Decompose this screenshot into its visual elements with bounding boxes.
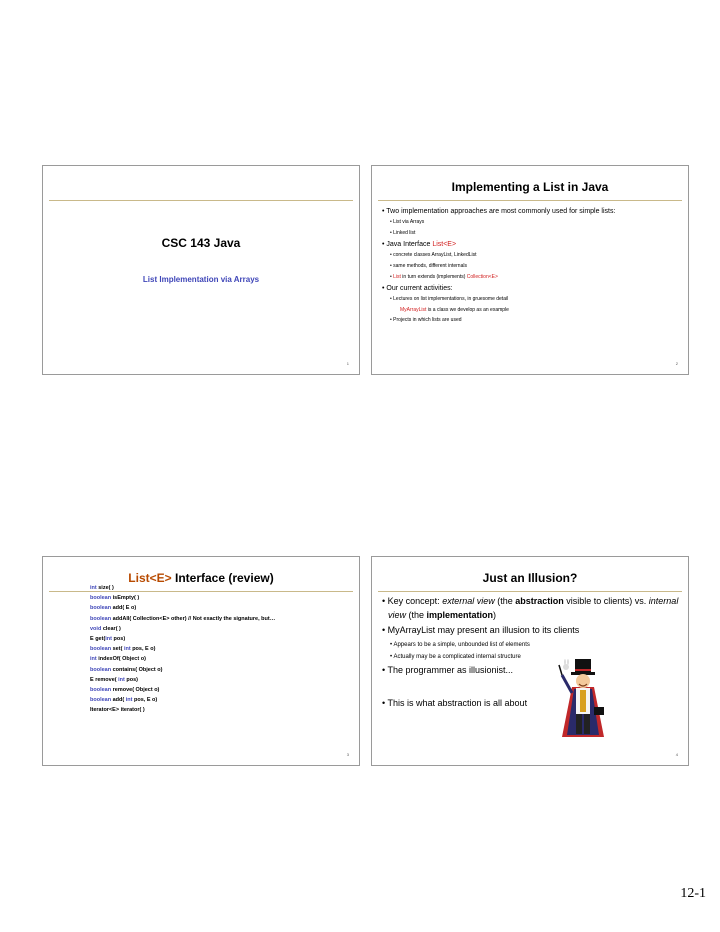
method-line: boolean add( E o) bbox=[90, 605, 137, 612]
method-line: boolean remove( Object o) bbox=[90, 687, 160, 694]
bullet: • Key concept: external view (the abstraction visible to clients) vs. internal view (the implementation) bbox=[382, 596, 679, 620]
method-line: boolean set( int pos, E o) bbox=[90, 646, 156, 653]
slide-1-page-number: 1 bbox=[346, 361, 349, 366]
method-line: boolean isEmpty( ) bbox=[90, 595, 140, 602]
sub-bullet: • Actually may be a complicated internal structure bbox=[390, 653, 521, 660]
slide-2-page-number: 2 bbox=[675, 361, 678, 366]
slide-2-title: Implementing a List in Java bbox=[451, 180, 609, 194]
bullet: • Java Interface List<E> bbox=[382, 241, 457, 248]
slide-2 bbox=[371, 165, 689, 375]
interface-method-list bbox=[90, 583, 360, 716]
magician-illustration bbox=[558, 657, 608, 741]
method-line: void clear( ) bbox=[90, 625, 121, 632]
bullet: • The programmer as illusionist... bbox=[382, 664, 514, 675]
slide-4-title-rule bbox=[378, 591, 682, 592]
sub-bullet: • Lectures on list implementations, in gruesome detail bbox=[390, 296, 509, 302]
bullet: • MyArrayList may present an illusion to its clients bbox=[382, 625, 580, 635]
bullet: • This is what abstraction is all about bbox=[382, 698, 528, 708]
sub-sub-item: MyArrayList is a class we develop as an example bbox=[400, 307, 509, 313]
sub-bullet: • same methods, different internals bbox=[390, 263, 467, 269]
sub-bullet: • List in turn extends (implements) Collection<E> bbox=[390, 274, 498, 280]
slide-3 bbox=[42, 556, 360, 766]
sub-bullet: • List via Arrays bbox=[390, 219, 425, 225]
slide-4 bbox=[371, 556, 689, 766]
sub-bullet: • Appears to be a simple, unbounded list of elements bbox=[390, 641, 530, 648]
slide-1-course-title: CSC 143 Java bbox=[161, 236, 241, 250]
method-line: E get(int pos) bbox=[90, 636, 126, 643]
page-footer-number: 12-1 bbox=[680, 886, 706, 901]
bullet: • Two implementation approaches are most commonly used for simple lists: bbox=[382, 208, 616, 215]
sub-bullet: • Projects in which lists are used bbox=[390, 317, 462, 323]
method-line: boolean add( int pos, E o) bbox=[90, 697, 158, 704]
slide-1 bbox=[42, 165, 360, 375]
slide-1-title-rule bbox=[49, 200, 353, 201]
slide-4-body bbox=[380, 595, 680, 713]
method-line: boolean contains( Object o) bbox=[90, 666, 163, 673]
slide-2-title-rule bbox=[378, 200, 682, 201]
slide-4-page-number: 4 bbox=[675, 752, 678, 757]
slide-1-subtitle: List Implementation via Arrays bbox=[142, 275, 260, 284]
method-line: Iterator<E> iterator( ) bbox=[90, 707, 145, 714]
sub-bullet: • Linked list bbox=[390, 230, 416, 236]
method-line: boolean addAll( Collection<E> other) // Not exactly the signature, but… bbox=[90, 615, 276, 622]
method-line: int size( ) bbox=[90, 585, 114, 591]
bullet: • Our current activities: bbox=[382, 285, 453, 292]
method-line: int indexOf( Object o) bbox=[90, 656, 146, 663]
method-line: E remove( int pos) bbox=[90, 676, 138, 683]
slide-3-page-number: 3 bbox=[346, 752, 349, 757]
slide-3-title: List<E> Interface (review) bbox=[128, 571, 274, 585]
slide-2-body bbox=[380, 207, 680, 327]
slide-4-title: Just an Illusion? bbox=[482, 571, 578, 585]
sub-bullet: • concrete classes ArrayList, LinkedList bbox=[390, 252, 477, 258]
